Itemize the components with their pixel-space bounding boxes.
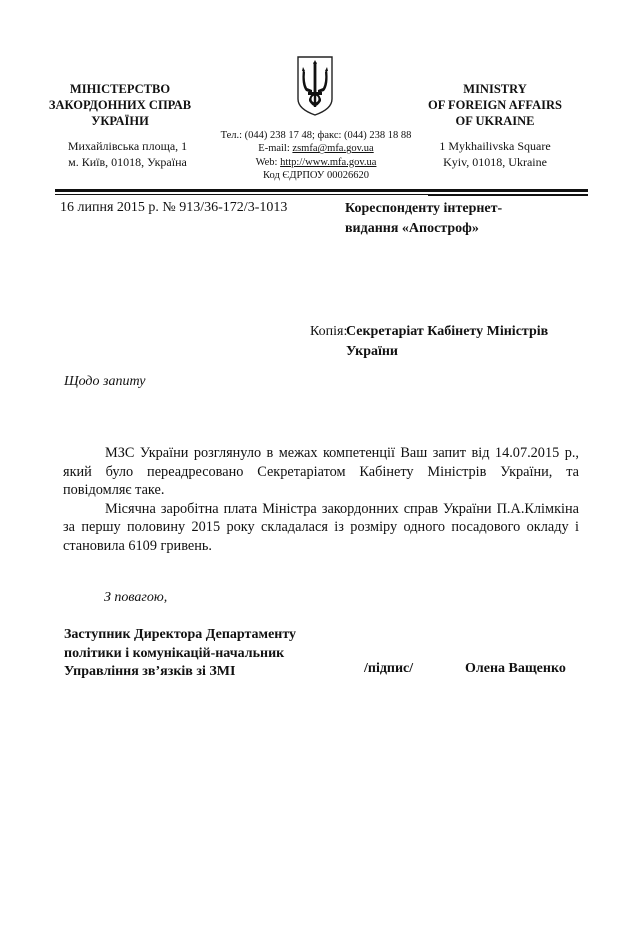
address-en-line: 1 Mykhailivska Square <box>439 139 551 153</box>
tryzub-coat-of-arms-icon <box>296 55 334 117</box>
phone-fax: Тел.: (044) 238 17 48; факс: (044) 238 18 88 <box>220 130 412 141</box>
address-en-line: Kyiv, 01018, Ukraine <box>443 154 547 169</box>
signer-name: Олена Ващенко <box>465 661 566 676</box>
web-link[interactable]: http://www.mfa.gov.ua <box>280 156 377 168</box>
ministry-name-en-line: OF UKRAINE <box>455 114 535 128</box>
address-en <box>425 139 565 170</box>
recipient <box>345 199 585 239</box>
outgoing-reference: 16 липня 2015 р. № 913/36-172/3-1013 <box>60 200 288 215</box>
ministry-name-en <box>410 81 580 129</box>
email-link[interactable]: zsmfa@mfa.gov.ua <box>292 143 374 155</box>
body-paragraph: Місячна заробітна плата Міністра закордонних справ України П.А.Клімкіна за першу половину 2015 року складалася із розміру одного посадового окладу і становила 6109 гривень. <box>63 500 579 554</box>
copy-recipient <box>346 322 596 362</box>
email-line <box>205 142 427 155</box>
email-label: E-mail: <box>258 143 293 155</box>
subject-line: Щодо запиту <box>64 374 146 389</box>
ministry-name-en-line: OF FOREIGN AFFAIRS <box>427 98 563 112</box>
letterhead-rule-accent <box>428 194 588 196</box>
copy-label: Копія: <box>310 324 348 339</box>
web-line <box>205 156 427 169</box>
web-label: Web: <box>255 156 281 168</box>
address-uk-line: м. Київ, 01018, Україна <box>68 154 187 169</box>
letter-body <box>63 444 579 555</box>
address-uk-line: Михайлівська площа, 1 <box>67 139 188 153</box>
copy-recipient-line: Секретаріат Кабінету Міністрів <box>346 324 549 339</box>
signer-title-line: Управління зв’язків зі ЗМІ <box>64 664 236 679</box>
copy-recipient-line: України <box>346 344 399 359</box>
ministry-name-en-line: MINISTRY <box>463 82 527 96</box>
ministry-name-uk-line: МІНІСТЕРСТВО <box>69 82 171 96</box>
ministry-name-uk-line: УКРАЇНИ <box>91 114 149 128</box>
signer-title <box>64 626 354 682</box>
ministry-name-uk-line: ЗАКОРДОННИХ СПРАВ <box>48 98 192 112</box>
edrpou-code: Код ЄДРПОУ 00026620 <box>263 169 369 181</box>
letterhead-rule-thick <box>55 189 588 192</box>
closing-salutation: З повагою, <box>104 590 168 605</box>
recipient-line: видання «Апостроф» <box>345 221 479 236</box>
signature-mark: /підпис/ <box>364 661 414 676</box>
body-paragraph: МЗС України розглянуло в межах компетенції Ваш запит від 14.07.2015 р., який було переадресовано Секретаріатом Кабінету Міністрів України, та повідомляє таке. <box>63 445 579 498</box>
signer-title-line: Заступник Директора Департаменту <box>64 627 297 642</box>
ministry-name-uk <box>40 81 200 129</box>
contacts-block <box>205 129 427 182</box>
signer-title-line: політики і комунікацій-начальник <box>64 645 285 661</box>
address-uk <box>60 139 195 170</box>
recipient-line: Кореспонденту інтернет- <box>345 201 503 216</box>
